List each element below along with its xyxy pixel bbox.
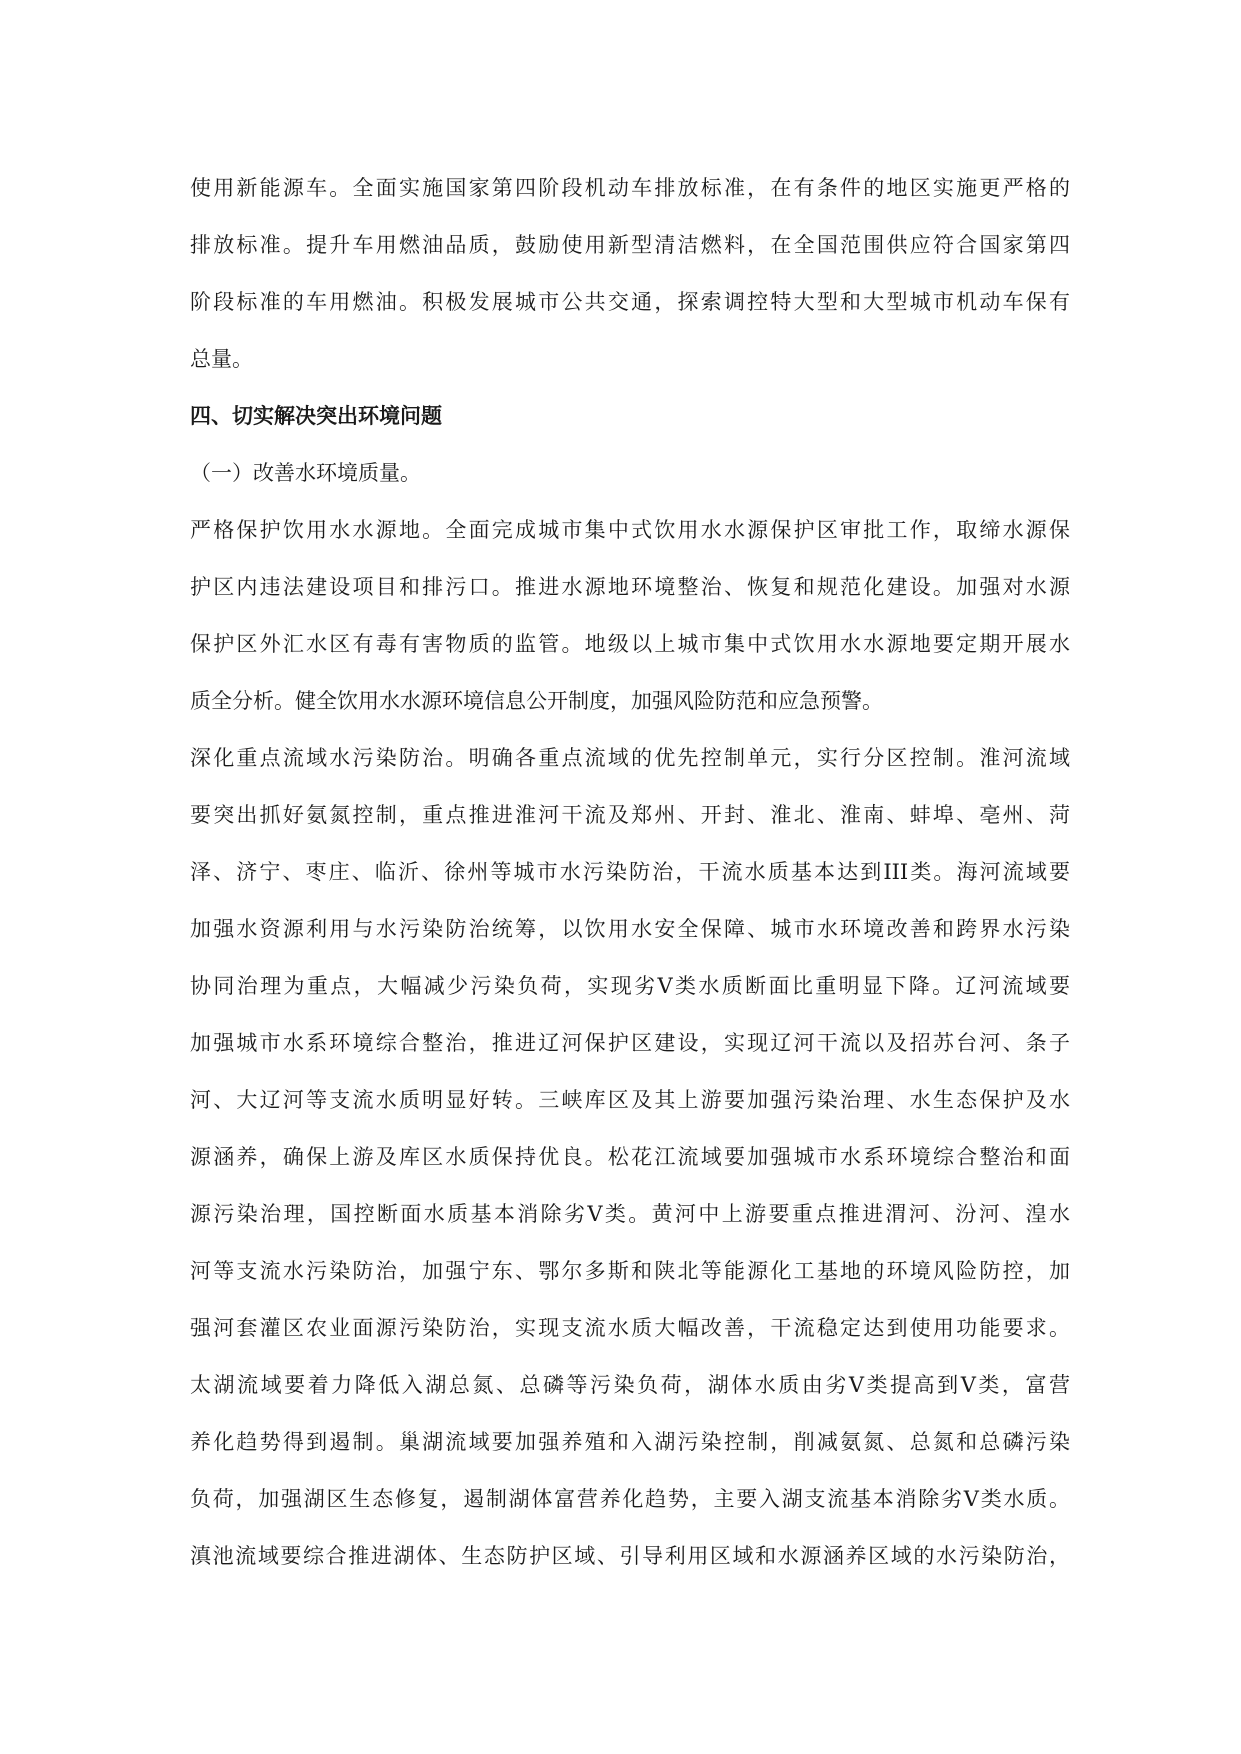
document-body — [190, 160, 1070, 1585]
paragraph-line: 太湖流域要着力降低入湖总氮、总磷等污染负荷，湖体水质由劣Ⅴ类提高到Ⅴ类，富营 — [190, 1373, 1070, 1397]
subsection-heading: （一）改善水环境质量。 — [190, 461, 421, 485]
paragraph-line: 滇池流域要综合推进湖体、生态防护区域、引导利用区域和水源涵养区域的水污染防治， — [190, 1544, 1070, 1568]
paragraph-line: 源涵养，确保上游及库区水质保持优良。松花江流域要加强城市水系环境综合整治和面 — [190, 1145, 1070, 1169]
paragraph-line: 强河套灌区农业面源污染防治，实现支流水质大幅改善，干流稳定达到使用功能要求。 — [190, 1316, 1070, 1340]
paragraph-line: 源污染治理，国控断面水质基本消除劣Ⅴ类。黄河中上游要重点推进渭河、汾河、湟水 — [190, 1202, 1070, 1226]
paragraph-line: 泽、济宁、枣庄、临沂、徐州等城市水污染防治，干流水质基本达到III类。海河流域要 — [190, 860, 1070, 884]
paragraph-line: 阶段标准的车用燃油。积极发展城市公共交通，探索调控特大型和大型城市机动车保有 — [190, 290, 1070, 314]
paragraph-line: 排放标准。提升车用燃油品质，鼓励使用新型清洁燃料，在全国范围供应符合国家第四 — [190, 233, 1070, 257]
paragraph-line: 护区内违法建设项目和排污口。推进水源地环境整治、恢复和规范化建设。加强对水源 — [190, 575, 1070, 599]
paragraph-line: 河、大辽河等支流水质明显好转。三峡库区及其上游要加强污染治理、水生态保护及水 — [190, 1088, 1070, 1112]
paragraph-line: 协同治理为重点，大幅减少污染负荷，实现劣Ⅴ类水质断面比重明显下降。辽河流域要 — [190, 974, 1070, 998]
paragraph-line: 保护区外汇水区有毒有害物质的监管。地级以上城市集中式饮用水水源地要定期开展水 — [190, 632, 1070, 656]
paragraph-line: 加强水资源利用与水污染防治统筹，以饮用水安全保障、城市水环境改善和跨界水污染 — [190, 917, 1070, 941]
paragraph-line: 负荷，加强湖区生态修复，遏制湖体富营养化趋势，主要入湖支流基本消除劣Ⅴ类水质。 — [190, 1487, 1070, 1511]
paragraph-line: 使用新能源车。全面实施国家第四阶段机动车排放标准，在有条件的地区实施更严格的 — [190, 176, 1070, 200]
paragraph-line: 河等支流水污染防治，加强宁东、鄂尔多斯和陕北等能源化工基地的环境风险防控，加 — [190, 1259, 1070, 1283]
paragraph-line: 要突出抓好氨氮控制，重点推进淮河干流及郑州、开封、淮北、淮南、蚌埠、亳州、菏 — [190, 803, 1070, 827]
paragraph-line: 总量。 — [190, 347, 253, 371]
section-heading: 四、切实解决突出环境问题 — [190, 404, 442, 428]
paragraph-line: 加强城市水系环境综合整治，推进辽河保护区建设，实现辽河干流以及招苏台河、条子 — [190, 1031, 1070, 1055]
paragraph-line: 养化趋势得到遏制。巢湖流域要加强养殖和入湖污染控制，削减氨氮、总氮和总磷污染 — [190, 1430, 1070, 1454]
paragraph-line: 严格保护饮用水水源地。全面完成城市集中式饮用水水源保护区审批工作，取缔水源保 — [190, 518, 1070, 542]
paragraph-line: 深化重点流域水污染防治。明确各重点流域的优先控制单元，实行分区控制。淮河流域 — [190, 746, 1070, 770]
paragraph-line: 质全分析。健全饮用水水源环境信息公开制度，加强风险防范和应急预警。 — [190, 689, 883, 713]
